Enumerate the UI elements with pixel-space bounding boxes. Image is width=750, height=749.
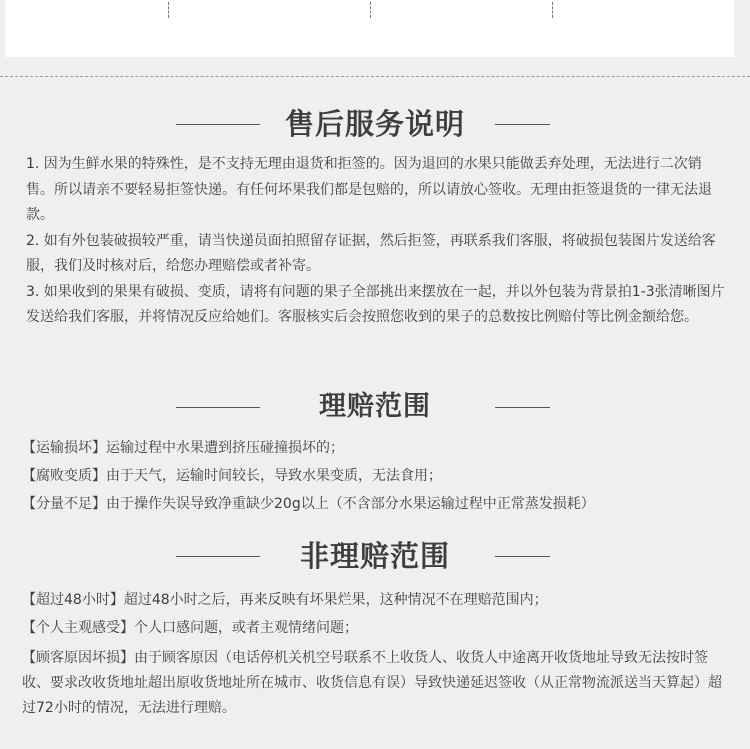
nonclaims-text: 由于顾客原因（电话停机关机空号联系不上收货人、收货人中途离开收货地址导致无法按时签收、要求改收货地址超出原收货地址所在城市、收货信息有误）导致快递延迟签收（从正常物流派送当天算起）超过72小时的情况，无法进行理赔。 — [22, 650, 722, 716]
heading-rule-left — [176, 407, 260, 408]
nonclaims-tag: 【个人主观感受】 — [22, 620, 134, 636]
aftersales-item: 1. 因为生鲜水果的特殊性，是不支持无理由退货和拒签的。因为退回的水果只能做丢弃处理，无法进行二次销售。所以请亲不要轻易拒签快递。有任何坏果我们都是包赔的，所以请放心签收。无理由拒签退货的一律无法退款。 — [26, 156, 712, 223]
nonclaims-item — [22, 618, 742, 638]
claims-item — [22, 466, 742, 486]
claims-text: 运输过程中水果遭到挤压碰撞损坏的； — [106, 440, 344, 456]
claims-tag: 【分量不足】 — [22, 496, 106, 512]
claims-item — [22, 438, 742, 458]
divider-tick — [552, 2, 553, 18]
claims-text: 由于天气，运输时间较长，导致水果变质，无法食用； — [106, 468, 442, 484]
aftersales-item: 3. 如果收到的果果有破损、变质，请将有问题的果子全部挑出来摆放在一起，并以外包装为背景拍1-3张清晰图片发送给我们客服，并将情况反应给她们。客服核实后会按照您收到的果子的总数按比例赔付等比例金额给您。 — [26, 283, 725, 325]
nonclaims-item — [22, 646, 722, 721]
claims-text: 由于操作失误导致净重缺少20g以上（不含部分水果运输过程中正常蒸发损耗） — [106, 496, 595, 512]
dashed-divider — [0, 76, 750, 77]
heading-rule-left — [176, 556, 260, 557]
heading-rule-right — [495, 407, 550, 408]
heading-rule-right — [495, 124, 550, 125]
nonclaims-heading — [0, 536, 750, 576]
divider-tick — [168, 2, 169, 18]
claims-title: 理赔范围 — [319, 391, 431, 422]
claims-heading — [0, 388, 750, 426]
claims-tag: 【腐败变质】 — [22, 468, 106, 484]
nonclaims-text: 个人口感问题，或者主观情绪问题； — [134, 620, 358, 636]
aftersales-item: 2. 如有外包装破损较严重，请当快递员面拍照留存证据，然后拒签，再联系我们客服，将破损包装图片发送给客服，我们及时核对后，给您办理赔偿或者补寄。 — [26, 232, 716, 274]
divider-tick — [370, 2, 371, 18]
nonclaims-tag: 【超过48小时】 — [22, 592, 124, 608]
claims-tag: 【运输损坏】 — [22, 440, 106, 456]
claims-item — [22, 494, 742, 514]
nonclaims-title: 非理赔范围 — [299, 539, 450, 573]
aftersales-title: 售后服务说明 — [284, 107, 465, 141]
aftersales-heading — [0, 104, 750, 144]
heading-rule-right — [495, 556, 550, 557]
nonclaims-text: 超过48小时之后，再来反映有坏果烂果，这种情况不在理赔范围内； — [123, 592, 548, 608]
top-panel — [5, 0, 734, 57]
heading-rule-left — [176, 124, 260, 125]
nonclaims-item — [22, 590, 742, 610]
aftersales-text — [26, 152, 726, 331]
nonclaims-tag: 【顾客原因坏损】 — [22, 650, 134, 666]
